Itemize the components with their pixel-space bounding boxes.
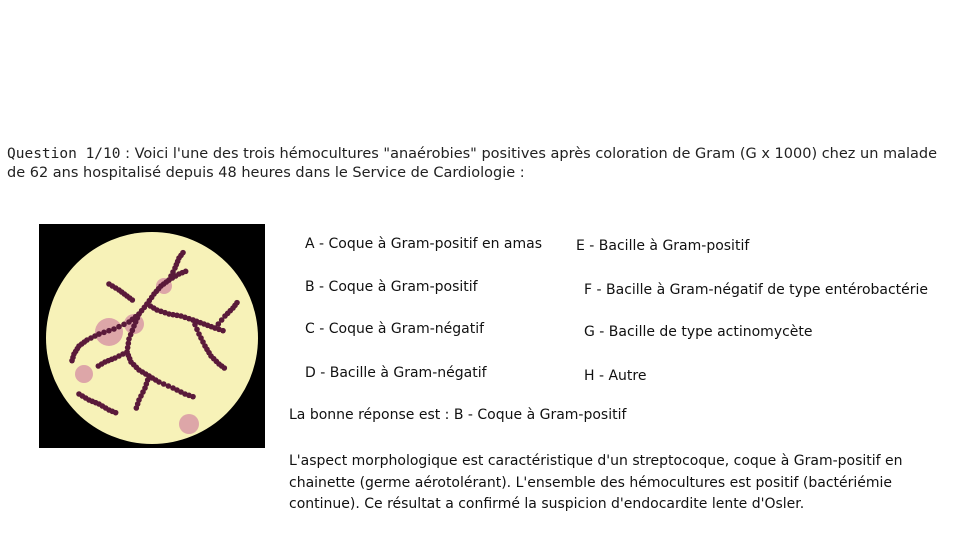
option-h[interactable]: H - Autre — [584, 368, 647, 384]
option-e[interactable]: E - Bacille à Gram-positif — [576, 238, 750, 254]
coccus — [130, 297, 136, 303]
option-c[interactable]: C - Coque à Gram-négatif — [305, 321, 485, 337]
correct-answer: La bonne réponse est : B - Coque à Gram-positif — [289, 407, 627, 423]
coccus — [111, 326, 117, 332]
option-d[interactable]: D - Bacille à Gram-négatif — [305, 365, 487, 381]
coccus — [116, 324, 122, 330]
coccus — [222, 365, 228, 371]
coccus — [183, 269, 189, 275]
coccus — [180, 250, 186, 256]
stain-smear — [179, 414, 199, 434]
stain-smear — [75, 365, 93, 383]
coccus — [106, 328, 112, 334]
explanation-text: L'aspect morphologique est caractéristique d'un streptocoque, coque à Gram-positif en chainette (germe aérotolérant). L'ensemble des hémocultures est positif (bactériémie continue). Ce résultat a confirmé la suspicion d'endocardite lente d'Osler. — [289, 453, 903, 512]
coccus — [101, 330, 107, 336]
question-text: : Voici l'une des trois hémocultures "anaérobies" positives après coloration de Gram (G x 1000) chez un malade de 62 ans hospitalisé depuis 48 heures dans le Service de Cardiologie : — [7, 146, 938, 181]
coccus — [96, 363, 102, 369]
question-block — [7, 145, 952, 183]
question-label: Question 1/10 — [7, 146, 121, 162]
coccus — [220, 328, 226, 334]
coccus — [234, 300, 240, 306]
microscope-field — [46, 232, 258, 444]
option-f[interactable]: F - Bacille à Gram-négatif de type entérobactérie — [584, 282, 929, 298]
coccus — [134, 405, 140, 411]
option-g[interactable]: G - Bacille de type actinomycète — [584, 324, 813, 340]
gram-stain-illustration — [39, 224, 265, 448]
coccus — [121, 322, 127, 328]
option-a[interactable]: A - Coque à Gram-positif en amas — [305, 236, 543, 252]
coccus — [69, 358, 75, 364]
option-b[interactable]: B - Coque à Gram-positif — [305, 279, 478, 295]
coccus — [190, 394, 196, 400]
coccus — [113, 410, 119, 416]
microscopy-image — [39, 224, 265, 448]
